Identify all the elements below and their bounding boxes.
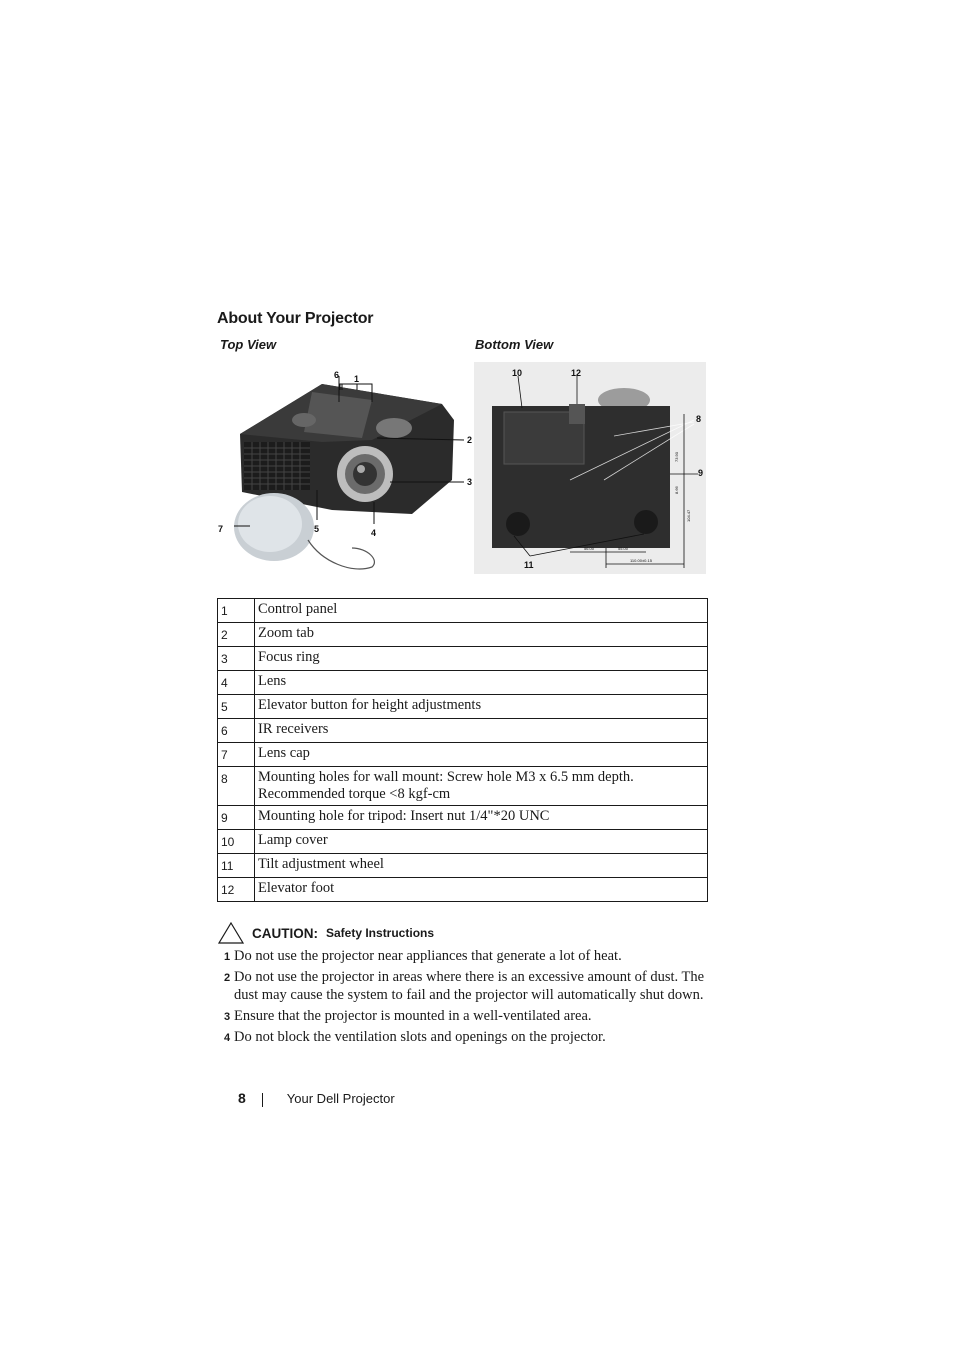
caution-heading (218, 920, 434, 946)
caution-triangle-icon (218, 922, 244, 944)
part-number: 7 (218, 743, 255, 767)
list-item-number: 2 (224, 972, 231, 984)
part-description: Focus ring (255, 647, 708, 671)
vent-grille (244, 442, 310, 490)
part-description: Lamp cover (255, 830, 708, 854)
dimension-label-2: 8.66 (674, 486, 679, 494)
footer-divider (262, 1093, 263, 1107)
part-number: 3 (218, 647, 255, 671)
part-description: Tilt adjustment wheel (255, 854, 708, 878)
dimension-label-3: 104.47 (686, 509, 691, 522)
list-item-text: Ensure that the projector is mounted in a well-ventilated area. (234, 1008, 592, 1024)
list-item-text: Do not use the projector in areas where there is an excessive amount of dust. The dust may cause the system to fail and the projector will automatically shut down. (234, 969, 705, 1003)
callout-7: 7 (218, 524, 224, 534)
part-description: Control panel (255, 599, 708, 623)
parts-table (217, 598, 708, 902)
part-number: 8 (218, 767, 255, 806)
bottom-view-figure (474, 362, 706, 574)
table-row (218, 671, 708, 695)
part-description: Elevator button for height adjustments (255, 695, 708, 719)
list-item (224, 968, 708, 1004)
safety-instructions-list (224, 947, 708, 1049)
callout-9: 9 (698, 468, 704, 478)
part-number: 5 (218, 695, 255, 719)
part-number: 11 (218, 854, 255, 878)
part-description: Lens cap (255, 743, 708, 767)
projector-top-panel (304, 392, 372, 438)
dimension-label-5: 55.00 (618, 546, 629, 551)
table-row (218, 623, 708, 647)
table-row (218, 854, 708, 878)
callout-4: 4 (371, 528, 377, 538)
callout-12: 12 (571, 368, 582, 378)
part-description: Zoom tab (255, 623, 708, 647)
running-title: Your Dell Projector (286, 1090, 395, 1106)
list-item-number: 1 (224, 951, 231, 963)
list-item-number: 4 (224, 1032, 231, 1044)
part-number: 12 (218, 878, 255, 902)
part-description: Lens (255, 671, 708, 695)
part-number: 4 (218, 671, 255, 695)
caution-subtitle: Safety Instructions (326, 926, 435, 940)
top-view-figure (212, 362, 474, 577)
part-description-line-1: Mounting holes for wall mount: Screw hole M3 x 6.5 mm depth. (258, 769, 634, 785)
part-description: Elevator foot (255, 878, 708, 902)
part-number: 6 (218, 719, 255, 743)
dimension-label-4: 56.00 (584, 546, 595, 551)
table-row (218, 743, 708, 767)
bottom-view-title: Bottom View (475, 337, 554, 352)
table-row (218, 806, 708, 830)
page-footer (238, 1089, 395, 1107)
part-description (255, 767, 708, 806)
list-item-text: Do not block the ventilation slots and openings on the projector. (234, 1029, 606, 1045)
top-view-title: Top View (220, 337, 277, 352)
part-description: IR receivers (255, 719, 708, 743)
list-item-text: Do not use the projector near appliances that generate a lot of heat. (234, 948, 622, 964)
dimension-label-6: 110.00±0.15 (630, 558, 652, 563)
part-description: Mounting hole for tripod: Insert nut 1/4"*20 UNC (255, 806, 708, 830)
callout-11: 11 (524, 560, 534, 570)
table-row (218, 695, 708, 719)
tilt-wheel-left (506, 512, 530, 536)
callout-3: 3 (467, 477, 473, 487)
list-item (224, 947, 708, 965)
table-row (218, 599, 708, 623)
dimension-label-1: 73.90 (674, 451, 679, 462)
caution-label: CAUTION: (252, 925, 318, 941)
part-description-line-2: Recommended torque <8 kgf-cm (258, 786, 451, 802)
callout-6: 6 (334, 370, 340, 380)
callout-10: 10 (512, 368, 523, 378)
callout-5: 5 (314, 524, 320, 534)
table-row (218, 830, 708, 854)
logo-emblem (292, 413, 316, 427)
list-item-number: 3 (224, 1011, 231, 1023)
part-number: 1 (218, 599, 255, 623)
table-row (218, 719, 708, 743)
part-number: 10 (218, 830, 255, 854)
page-number: 8 (238, 1090, 246, 1106)
table-row (218, 647, 708, 671)
table-row (218, 767, 708, 806)
list-item (224, 1007, 708, 1025)
elevator-foot (569, 404, 585, 424)
callout-1: 1 (354, 374, 360, 384)
callout-8: 8 (696, 414, 702, 424)
tilt-wheel-right (634, 510, 658, 534)
table-row (218, 878, 708, 902)
part-number: 9 (218, 806, 255, 830)
callout-2: 2 (467, 435, 473, 445)
part-number: 2 (218, 623, 255, 647)
list-item (224, 1028, 708, 1046)
section-title: About Your Projector (217, 310, 374, 327)
